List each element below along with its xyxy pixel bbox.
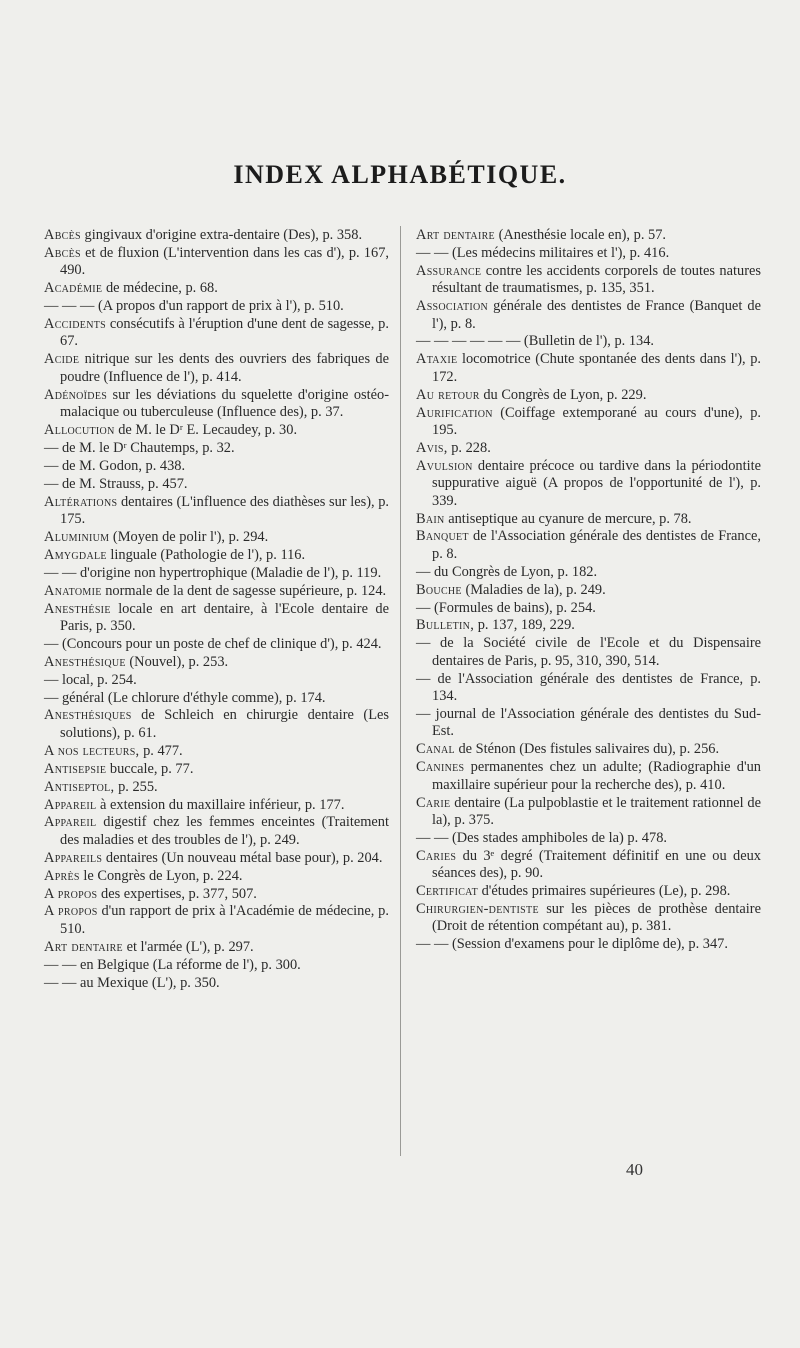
index-entry bbox=[44, 975, 389, 992]
entry-keyword: Art dentaire bbox=[416, 227, 495, 243]
entry-keyword: Bouche bbox=[416, 581, 462, 598]
index-entry bbox=[416, 227, 761, 244]
entry-text: nitrique sur les dents des ouvriers des fabriques de poudre (Influence de l'), p. 414. bbox=[60, 351, 389, 385]
entry-text: — (Formules de bains), p. 254. bbox=[416, 599, 596, 616]
entry-text: normale de la dent de sagesse supérieure, p. 124. bbox=[105, 582, 387, 599]
index-entry bbox=[416, 795, 761, 830]
index-entry bbox=[44, 280, 389, 297]
index-entry bbox=[44, 850, 389, 867]
entry-text: générale des dentistes de France (Banquet de l'), p. 8. bbox=[432, 298, 761, 332]
index-entry bbox=[44, 601, 389, 636]
entry-text: de Sténon (Des fistules salivaires du), p. 256. bbox=[458, 741, 720, 758]
entry-keyword: Art dentaire bbox=[44, 938, 123, 955]
index-column-right bbox=[416, 227, 761, 954]
index-entry bbox=[416, 617, 761, 634]
entry-text: de médecine, p. 68. bbox=[105, 280, 218, 297]
entry-keyword: Appareil bbox=[44, 796, 97, 813]
entry-text: — de M. le Dʳ Chautemps, p. 32. bbox=[44, 439, 235, 456]
index-entry bbox=[44, 298, 389, 315]
entry-keyword: A propos bbox=[44, 903, 98, 920]
entry-text: des expertises, p. 377, 507. bbox=[101, 885, 257, 902]
entry-text: (Moyen de polir l'), p. 294. bbox=[112, 528, 269, 545]
index-entry bbox=[44, 565, 389, 582]
entry-text: dentaire précoce ou tardive dans la périodontite suppurative aiguë (A propos de l'opportunité de l'), p. 339. bbox=[432, 457, 761, 509]
index-entry bbox=[44, 814, 389, 849]
index-entry bbox=[416, 830, 761, 847]
entry-keyword: Avis, bbox=[416, 439, 448, 456]
entry-keyword: Antisepsie bbox=[44, 760, 107, 777]
entry-keyword: Caries bbox=[416, 847, 457, 864]
entry-text: de M. le Dʳ E. Lecaudey, p. 30. bbox=[118, 421, 298, 438]
entry-keyword: A nos lecteurs, bbox=[44, 742, 140, 759]
index-entry bbox=[44, 458, 389, 475]
entry-keyword: Association bbox=[416, 298, 489, 315]
entry-text: gingivaux d'origine extra-dentaire (Des), p. 358. bbox=[84, 227, 363, 243]
entry-text: d'un rapport de prix à l'Académie de médecine, p. 510. bbox=[60, 903, 389, 937]
entry-text: — — (Les médecins militaires et l'), p. 416. bbox=[416, 244, 670, 261]
index-entry bbox=[44, 494, 389, 529]
index-entry bbox=[44, 476, 389, 493]
index-entry bbox=[44, 316, 389, 351]
entry-keyword: Banquet bbox=[416, 528, 469, 545]
index-entry bbox=[416, 528, 761, 563]
index-entry bbox=[416, 635, 761, 670]
entry-text: — de la Société civile de l'Ecole et du Dispensaire dentaires de Paris, p. 95, 310, 390, 514. bbox=[416, 635, 761, 669]
index-entry bbox=[416, 405, 761, 440]
index-entry bbox=[44, 779, 389, 796]
entry-text: — — — — — — (Bulletin de l'), p. 134. bbox=[416, 333, 655, 350]
entry-keyword: Accidents bbox=[44, 316, 106, 333]
entry-text: sur les pièces de prothèse dentaire (Droit de rétention compétant au), p. 381. bbox=[432, 900, 761, 935]
entry-text: buccale, p. 77. bbox=[109, 760, 194, 777]
entry-keyword: Après bbox=[44, 867, 80, 884]
entry-keyword: Allocution bbox=[44, 421, 115, 438]
index-column-left bbox=[44, 227, 389, 992]
entry-keyword: Abcès bbox=[44, 227, 81, 243]
entry-keyword: Anatomie bbox=[44, 582, 102, 599]
index-entry bbox=[416, 741, 761, 758]
index-entry bbox=[44, 351, 389, 386]
entry-text: — — — (A propos d'un rapport de prix à l'), p. 510. bbox=[44, 298, 344, 315]
entry-keyword: Appareils bbox=[44, 849, 103, 866]
entry-text: (Anesthésie locale en), p. 57. bbox=[498, 227, 667, 243]
entry-keyword: Au retour bbox=[416, 386, 480, 403]
entry-keyword: Abcès bbox=[44, 244, 81, 261]
index-entry bbox=[44, 227, 389, 244]
page-number: 40 bbox=[626, 1160, 643, 1179]
entry-text: dentaires (Un nouveau métal base pour), p. 204. bbox=[105, 849, 383, 866]
entry-keyword: Certificat bbox=[416, 883, 478, 900]
index-entry bbox=[44, 547, 389, 564]
entry-text: locale en art dentaire, à l'Ecole dentaire de Paris, p. 350. bbox=[60, 600, 389, 634]
entry-text: — de M. Strauss, p. 457. bbox=[44, 475, 188, 492]
entry-text: le Congrès de Lyon, p. 224. bbox=[83, 867, 243, 884]
index-entry bbox=[416, 600, 761, 617]
index-entry bbox=[416, 263, 761, 298]
entry-text: — de M. Godon, p. 438. bbox=[44, 457, 186, 474]
index-entry bbox=[416, 387, 761, 404]
entry-text: du 3ᵉ degré (Traitement définitif en une ou deux séances des), p. 90. bbox=[432, 847, 761, 882]
index-entry bbox=[416, 440, 761, 457]
entry-keyword: Chirurgien-dentiste bbox=[416, 900, 539, 917]
index-entry bbox=[416, 298, 761, 333]
index-entry bbox=[44, 387, 389, 422]
entry-text: digestif chez les femmes enceintes (Traitement des maladies et des troubles de l'), p. 249. bbox=[60, 814, 389, 848]
entry-keyword: Altérations bbox=[44, 493, 118, 510]
entry-text: permanentes chez un adulte; (Radiographie d'un maxillaire supérieur pour la recherche des), p. 410. bbox=[432, 759, 761, 793]
index-entry bbox=[44, 797, 389, 814]
index-entry bbox=[44, 636, 389, 653]
index-entry bbox=[44, 583, 389, 600]
entry-text: locomotrice (Chute spontanée des dents dans l'), p. 172. bbox=[432, 351, 761, 385]
entry-text: de Schleich en chirurgie dentaire (Les solutions), p. 61. bbox=[60, 707, 389, 741]
entry-keyword: Antiseptol, bbox=[44, 778, 115, 795]
entry-text: p. 228. bbox=[451, 439, 491, 456]
entry-text: à extension du maxillaire inférieur, p. 177. bbox=[100, 796, 345, 813]
entry-keyword: Anesthésique bbox=[44, 653, 126, 670]
entry-keyword: Amygdale bbox=[44, 546, 107, 563]
index-entry bbox=[416, 458, 761, 510]
index-entry bbox=[44, 939, 389, 956]
entry-text: — de l'Association générale des dentistes de France, p. 134. bbox=[416, 670, 761, 705]
entry-text: dentaires (L'influence des diathèses sur les), p. 175. bbox=[60, 493, 389, 527]
index-entry bbox=[416, 333, 761, 350]
index-entry bbox=[44, 761, 389, 778]
index-entry bbox=[416, 706, 761, 741]
entry-keyword: Aluminium bbox=[44, 528, 110, 545]
index-entry bbox=[44, 654, 389, 671]
index-entry bbox=[416, 901, 761, 936]
entry-text: et l'armée (L'), p. 297. bbox=[126, 938, 254, 955]
index-entry bbox=[416, 564, 761, 581]
entry-keyword: Aurification bbox=[416, 404, 493, 421]
entry-text: de l'Association générale des dentistes de France, p. 8. bbox=[432, 528, 761, 562]
index-entry bbox=[44, 440, 389, 457]
entry-keyword: Adénoïdes bbox=[44, 386, 108, 403]
entry-keyword: Acide bbox=[44, 351, 80, 368]
index-entry bbox=[416, 936, 761, 953]
entry-text: — journal de l'Association générale des dentistes du Sud-Est. bbox=[416, 705, 761, 740]
entry-text: dentaire (La pulpoblastie et le traitement rationnel de la), p. 375. bbox=[432, 794, 761, 828]
entry-keyword: Appareil bbox=[44, 814, 97, 831]
index-entry bbox=[416, 671, 761, 706]
entry-text: (Coiffage extemporané au cours d'une), p. 195. bbox=[432, 404, 761, 438]
page-title: INDEX ALPHABÉTIQUE. bbox=[233, 160, 567, 189]
entry-text: — général (Le chlorure d'éthyle comme), p. 174. bbox=[44, 689, 326, 706]
entry-keyword: Bulletin, bbox=[416, 617, 475, 634]
entry-text: (Nouvel), p. 253. bbox=[129, 653, 229, 670]
entry-text: — — (Des stades amphiboles de la) p. 478. bbox=[416, 829, 667, 846]
entry-keyword: Carie bbox=[416, 794, 451, 811]
entry-keyword: Canal bbox=[416, 741, 455, 758]
index-entry bbox=[44, 903, 389, 938]
entry-text: — — au Mexique (L'), p. 350. bbox=[44, 974, 220, 991]
entry-text: p. 137, 189, 229. bbox=[477, 617, 575, 634]
index-entry bbox=[416, 848, 761, 883]
entry-text: — du Congrès de Lyon, p. 182. bbox=[416, 563, 598, 580]
entry-keyword: Canines bbox=[416, 759, 465, 776]
index-entry bbox=[44, 529, 389, 546]
entry-text: — (Concours pour un poste de chef de clinique d'), p. 424. bbox=[44, 635, 382, 652]
index-entry bbox=[44, 690, 389, 707]
entry-keyword: Anesthésiques bbox=[44, 707, 132, 724]
entry-text: linguale (Pathologie de l'), p. 116. bbox=[110, 546, 306, 563]
entry-text: contre les accidents corporels de toutes natures résultant de traumatismes, p. 135, 351. bbox=[432, 262, 761, 297]
index-entry bbox=[44, 422, 389, 439]
entry-keyword: Ataxie bbox=[416, 351, 458, 368]
column-divider bbox=[400, 226, 401, 1156]
entry-keyword: Bain bbox=[416, 510, 445, 527]
entry-text: — — en Belgique (La réforme de l'), p. 300. bbox=[44, 956, 301, 973]
entry-keyword: Assurance bbox=[416, 262, 482, 279]
index-entry bbox=[44, 886, 389, 903]
entry-text: p. 477. bbox=[143, 742, 183, 759]
index-entry bbox=[44, 957, 389, 974]
index-entry bbox=[416, 883, 761, 900]
entry-keyword: Anesthésie bbox=[44, 600, 111, 617]
entry-text: — — (Session d'examens pour le diplôme de), p. 347. bbox=[416, 936, 728, 953]
entry-keyword: Avulsion bbox=[416, 457, 473, 474]
entry-text: — local, p. 254. bbox=[44, 671, 137, 688]
index-entry bbox=[416, 245, 761, 262]
index-entry bbox=[44, 672, 389, 689]
entry-text: consécutifs à l'éruption d'une dent de sagesse, p. 67. bbox=[60, 316, 389, 350]
index-entry bbox=[44, 743, 389, 760]
entry-text: et de fluxion (L'intervention dans les cas d'), p. 167, 490. bbox=[60, 244, 389, 279]
index-entry bbox=[416, 351, 761, 386]
entry-text: — — d'origine non hypertrophique (Maladie de l'), p. 119. bbox=[44, 564, 382, 581]
entry-text: p. 255. bbox=[118, 778, 158, 795]
index-entry bbox=[44, 868, 389, 885]
entry-text: (Maladies de la), p. 249. bbox=[465, 581, 606, 598]
entry-keyword: A propos bbox=[44, 885, 98, 902]
entry-text: sur les déviations du squelette d'origine ostéo-malacique ou tuberculeuse (Influence des), p. 37. bbox=[60, 386, 389, 421]
index-entry bbox=[416, 511, 761, 528]
entry-text: d'études primaires supérieures (Le), p. 298. bbox=[481, 883, 731, 900]
entry-text: du Congrès de Lyon, p. 229. bbox=[483, 386, 647, 403]
entry-text: antiseptique au cyanure de mercure, p. 78. bbox=[448, 510, 692, 527]
index-entry bbox=[416, 582, 761, 599]
index-entry bbox=[44, 707, 389, 742]
index-entry bbox=[44, 245, 389, 280]
index-entry bbox=[416, 759, 761, 794]
entry-keyword: Académie bbox=[44, 280, 103, 297]
